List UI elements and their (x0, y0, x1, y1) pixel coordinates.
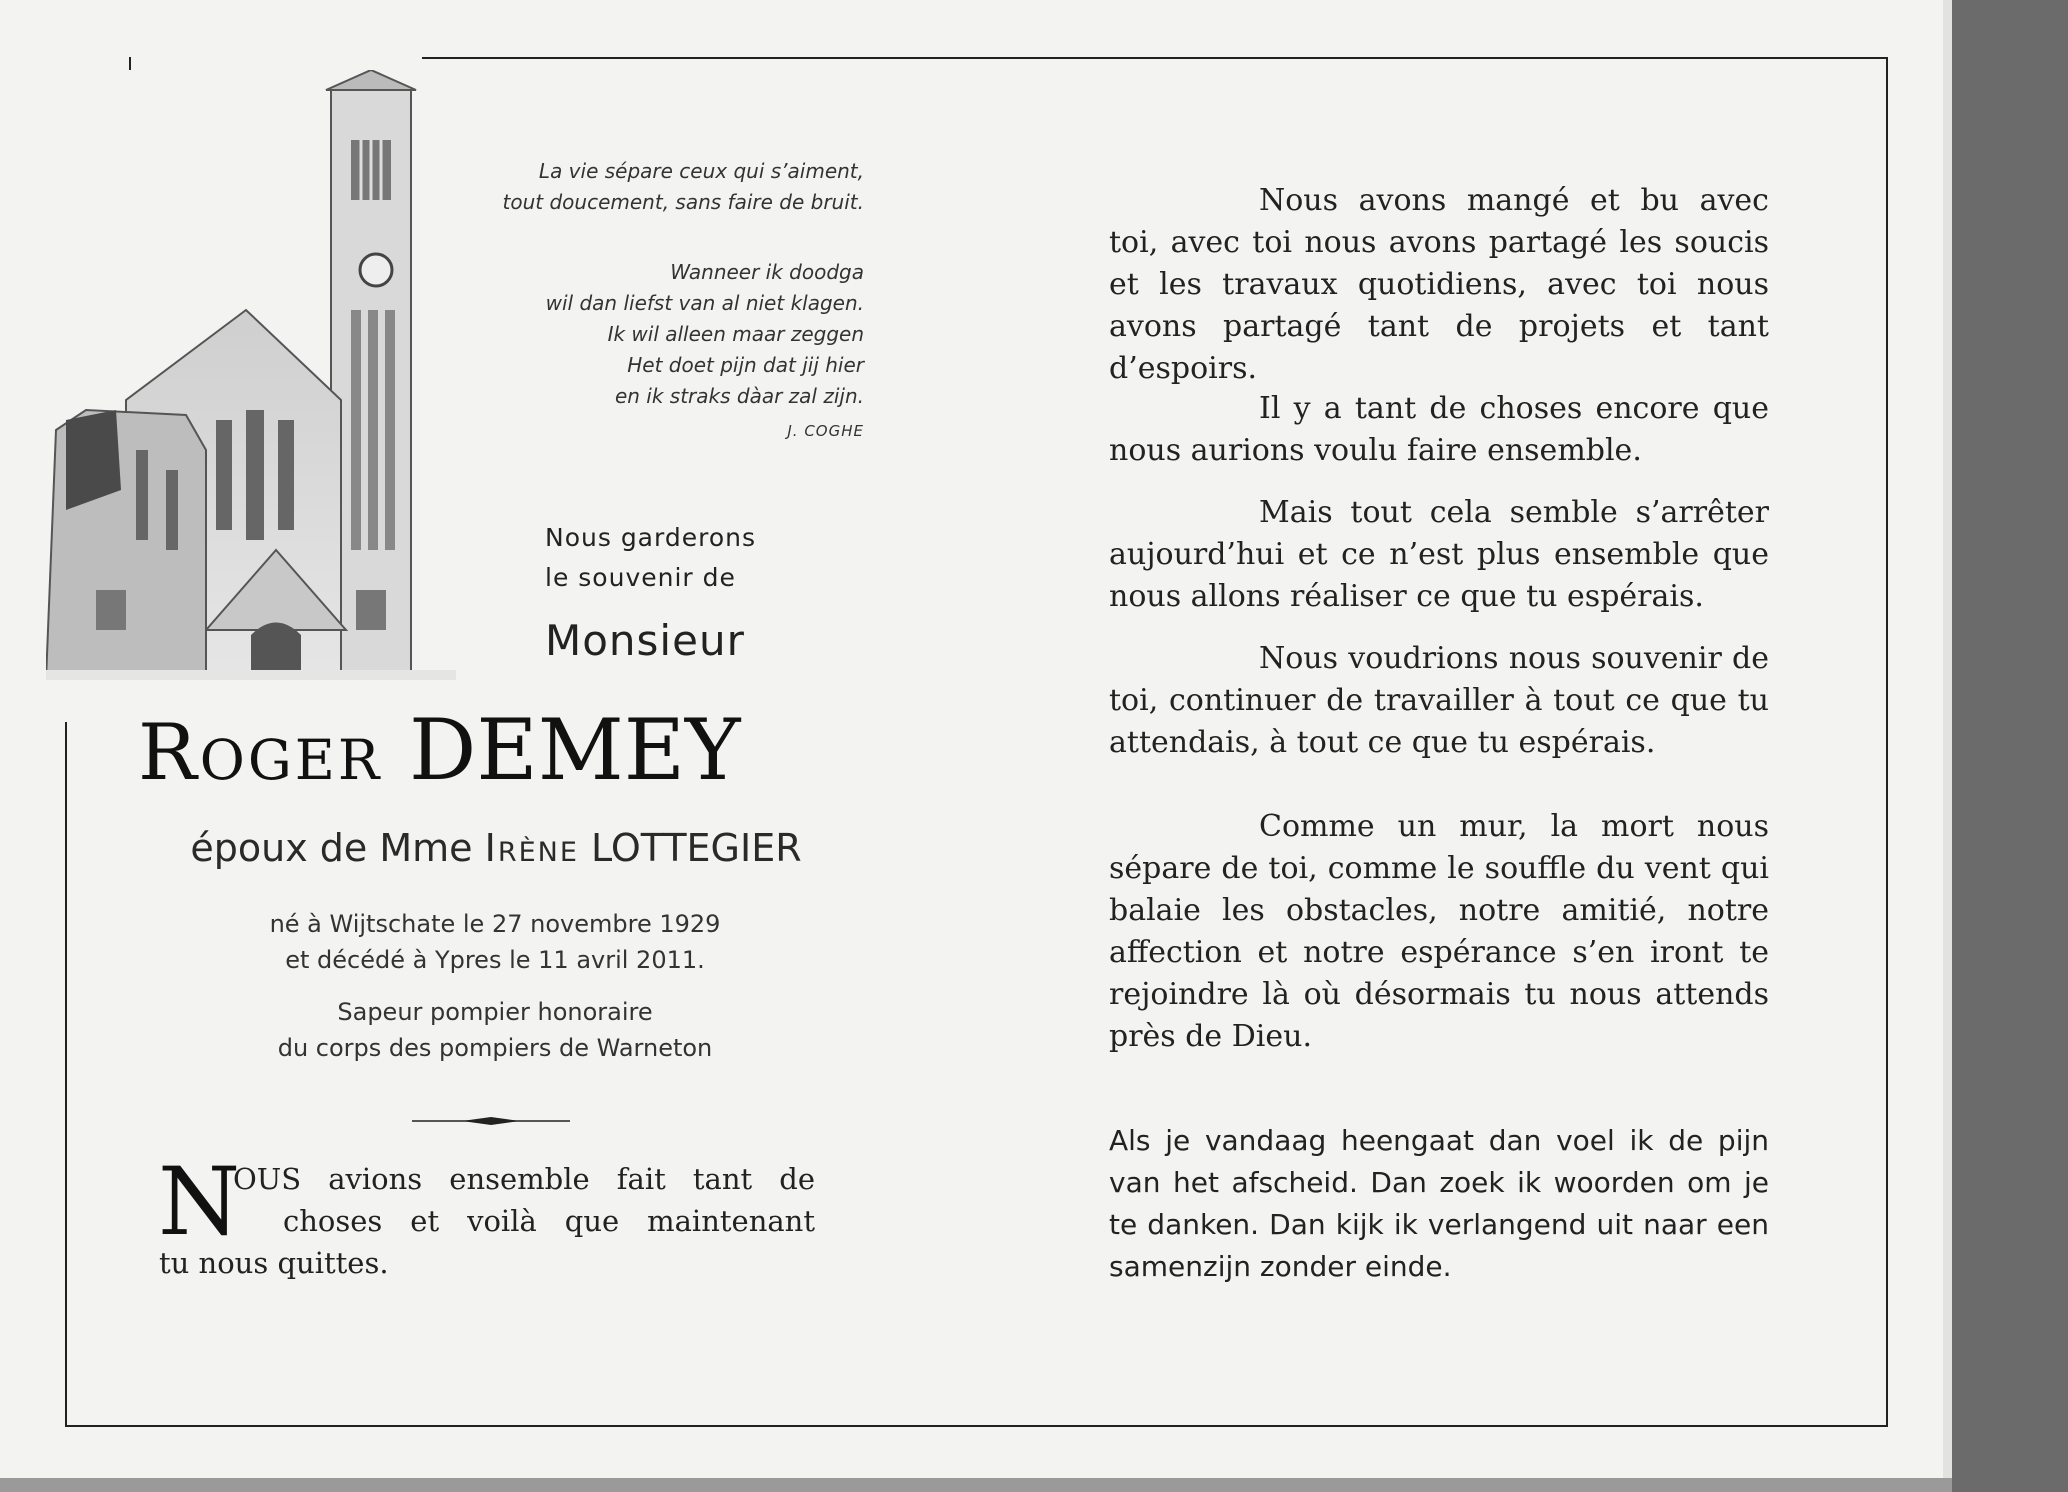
left-paragraph-line: choses et voilà que maintenant (283, 1204, 815, 1238)
paragraph-text: Il y a tant de choses encore que nous aurions voulu faire ensemble. (1109, 391, 1769, 468)
poem-line: La vie sépare ceux qui s’aiment, (538, 159, 864, 183)
divider-ornament (412, 1116, 570, 1126)
spouse-last-name: LOTTEGIER (591, 826, 802, 870)
right-paragraph (1109, 492, 1769, 618)
intro-text (545, 518, 756, 598)
paragraph-text: Mais tout cela semble s’arrêter aujourd’hui et ce n’est plus ensemble que nous allons réaliser ce que tu espérais. (1109, 495, 1769, 614)
right-paragraph (1109, 638, 1769, 764)
right-paragraph (1109, 806, 1769, 1058)
birth-line: né à Wijtschate le 27 novembre 1929 (269, 910, 721, 938)
poem-french (503, 156, 864, 218)
poem-line: tout doucement, sans faire de bruit. (502, 190, 864, 214)
left-paragraph (158, 1148, 815, 1284)
scan-background-bottom (0, 1478, 1952, 1492)
frame-line-left (65, 722, 67, 1427)
poem-dutch (546, 257, 864, 412)
poem-line: wil dan liefst van al niet klagen. (545, 291, 864, 315)
right-paragraph (1109, 180, 1769, 390)
poem-line: Wanneer ik doodga (670, 260, 864, 284)
first-name: Roger (138, 708, 383, 798)
frame-line-right (1886, 57, 1888, 1427)
spouse-first-name: Irène (484, 826, 579, 870)
left-paragraph-line: OUS avions ensemble fait tant de (233, 1162, 815, 1196)
occupation (230, 994, 760, 1066)
title-monsieur: Monsieur (545, 616, 745, 665)
paragraph-text: Nous voudrions nous souvenir de toi, continuer de travailler à tout ce que tu attendais, à tout ce que tu espérais. (1109, 641, 1769, 760)
paragraph-text: Comme un mur, la mort nous sépare de toi, comme le souffle du vent qui balaie les obstacles, notre amitié, notre affection et notre espérance s’en iront te rejoindre là où désormais tu nous attends près de Dieu. (1109, 809, 1769, 1054)
right-paragraph (1109, 388, 1769, 472)
paragraph-text: Nous avons mangé et bu avec toi, avec toi nous avons partagé les soucis et les travaux quotidiens, avec toi nous avons partagé tant de projets et tant d’espoirs. (1109, 183, 1769, 386)
drop-cap: N (158, 1148, 241, 1257)
dutch-paragraph: Als je vandaag heengaat dan voel ik de pijn van het afscheid. Dan zoek ik woorden om je te danken. Dan kijk ik verlangend uit naar een samenzijn zonder einde. (1109, 1124, 1769, 1283)
intro-line: le souvenir de (545, 563, 736, 592)
scan-background (1952, 0, 2068, 1492)
occupation-line: du corps des pompiers de Warneton (277, 1034, 713, 1062)
birth-death-dates (230, 906, 760, 978)
poem-line: Het doet pijn dat jij hier (627, 353, 864, 377)
frame-line-bottom (65, 1425, 1888, 1427)
spouse-line (130, 826, 862, 870)
death-line: et décédé à Ypres le 11 avril 2011. (285, 946, 705, 974)
poem-line: en ik straks dàar zal zijn. (614, 384, 864, 408)
poem-author: J. COGHE (787, 422, 864, 440)
frame-line-top (422, 57, 1888, 59)
intro-line: Nous garderons (545, 523, 756, 552)
left-paragraph-line: tu nous quittes. (159, 1246, 389, 1280)
spouse-prefix: époux de Mme (190, 826, 473, 870)
occupation-line: Sapeur pompier honoraire (337, 998, 653, 1026)
deceased-name (138, 700, 864, 803)
church-illustration (46, 70, 456, 680)
poem-line: Ik wil alleen maar zeggen (607, 322, 864, 346)
last-name: DEMEY (409, 701, 741, 799)
